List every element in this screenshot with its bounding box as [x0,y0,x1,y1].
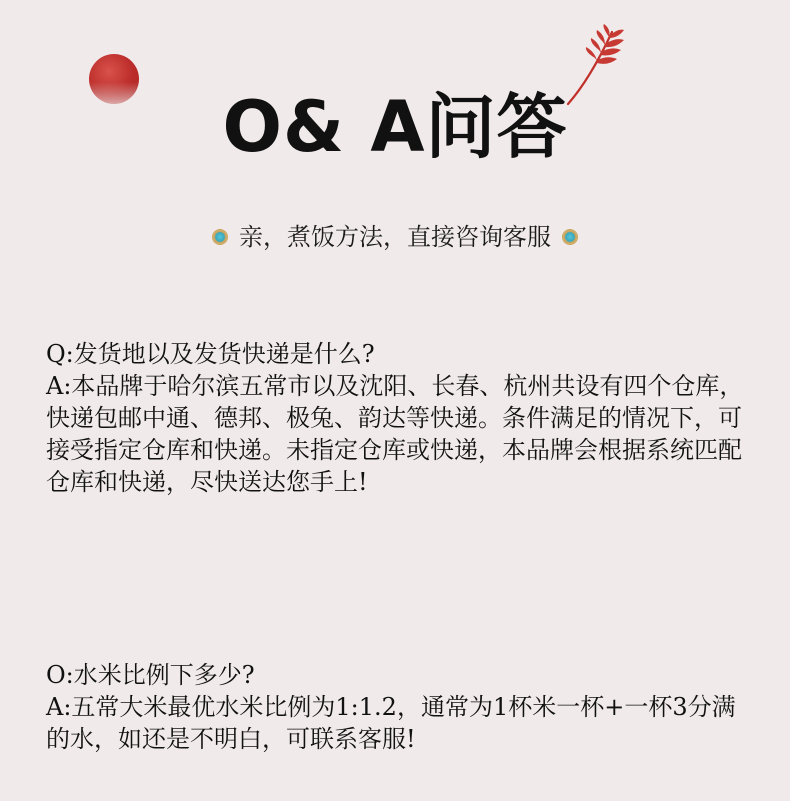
question-text: Q:发货地以及发货快递是什么? [46,340,375,368]
qa-item-shipping [46,338,756,498]
page-title: O& A问答 [222,86,568,168]
question-text: O:水米比例下多少? [46,661,255,689]
qa-item-water-ratio [46,659,756,755]
subtitle-text: 亲，煮饭方法，直接咨询客服 [239,223,551,251]
subtitle-banner [0,217,790,257]
decorative-dot-icon [563,230,577,244]
answer-text: A:本品牌于哈尔滨五常市以及沈阳、长春、杭州共设有四个仓库，快递包邮中通、德邦、极兔、韵达等快递。条件满足的情况下，可接受指定仓库和快递。未指定仓库或快递，本品牌会根据系统匹配仓库和快递，尽快送达您手上! [46,372,744,496]
decorative-dot-icon [213,230,227,244]
answer-text: A:五常大米最优水米比例为1:1.2，通常为1杯米一杯+一杯3分满的水，如还是不明白，可联系客服! [46,693,736,753]
